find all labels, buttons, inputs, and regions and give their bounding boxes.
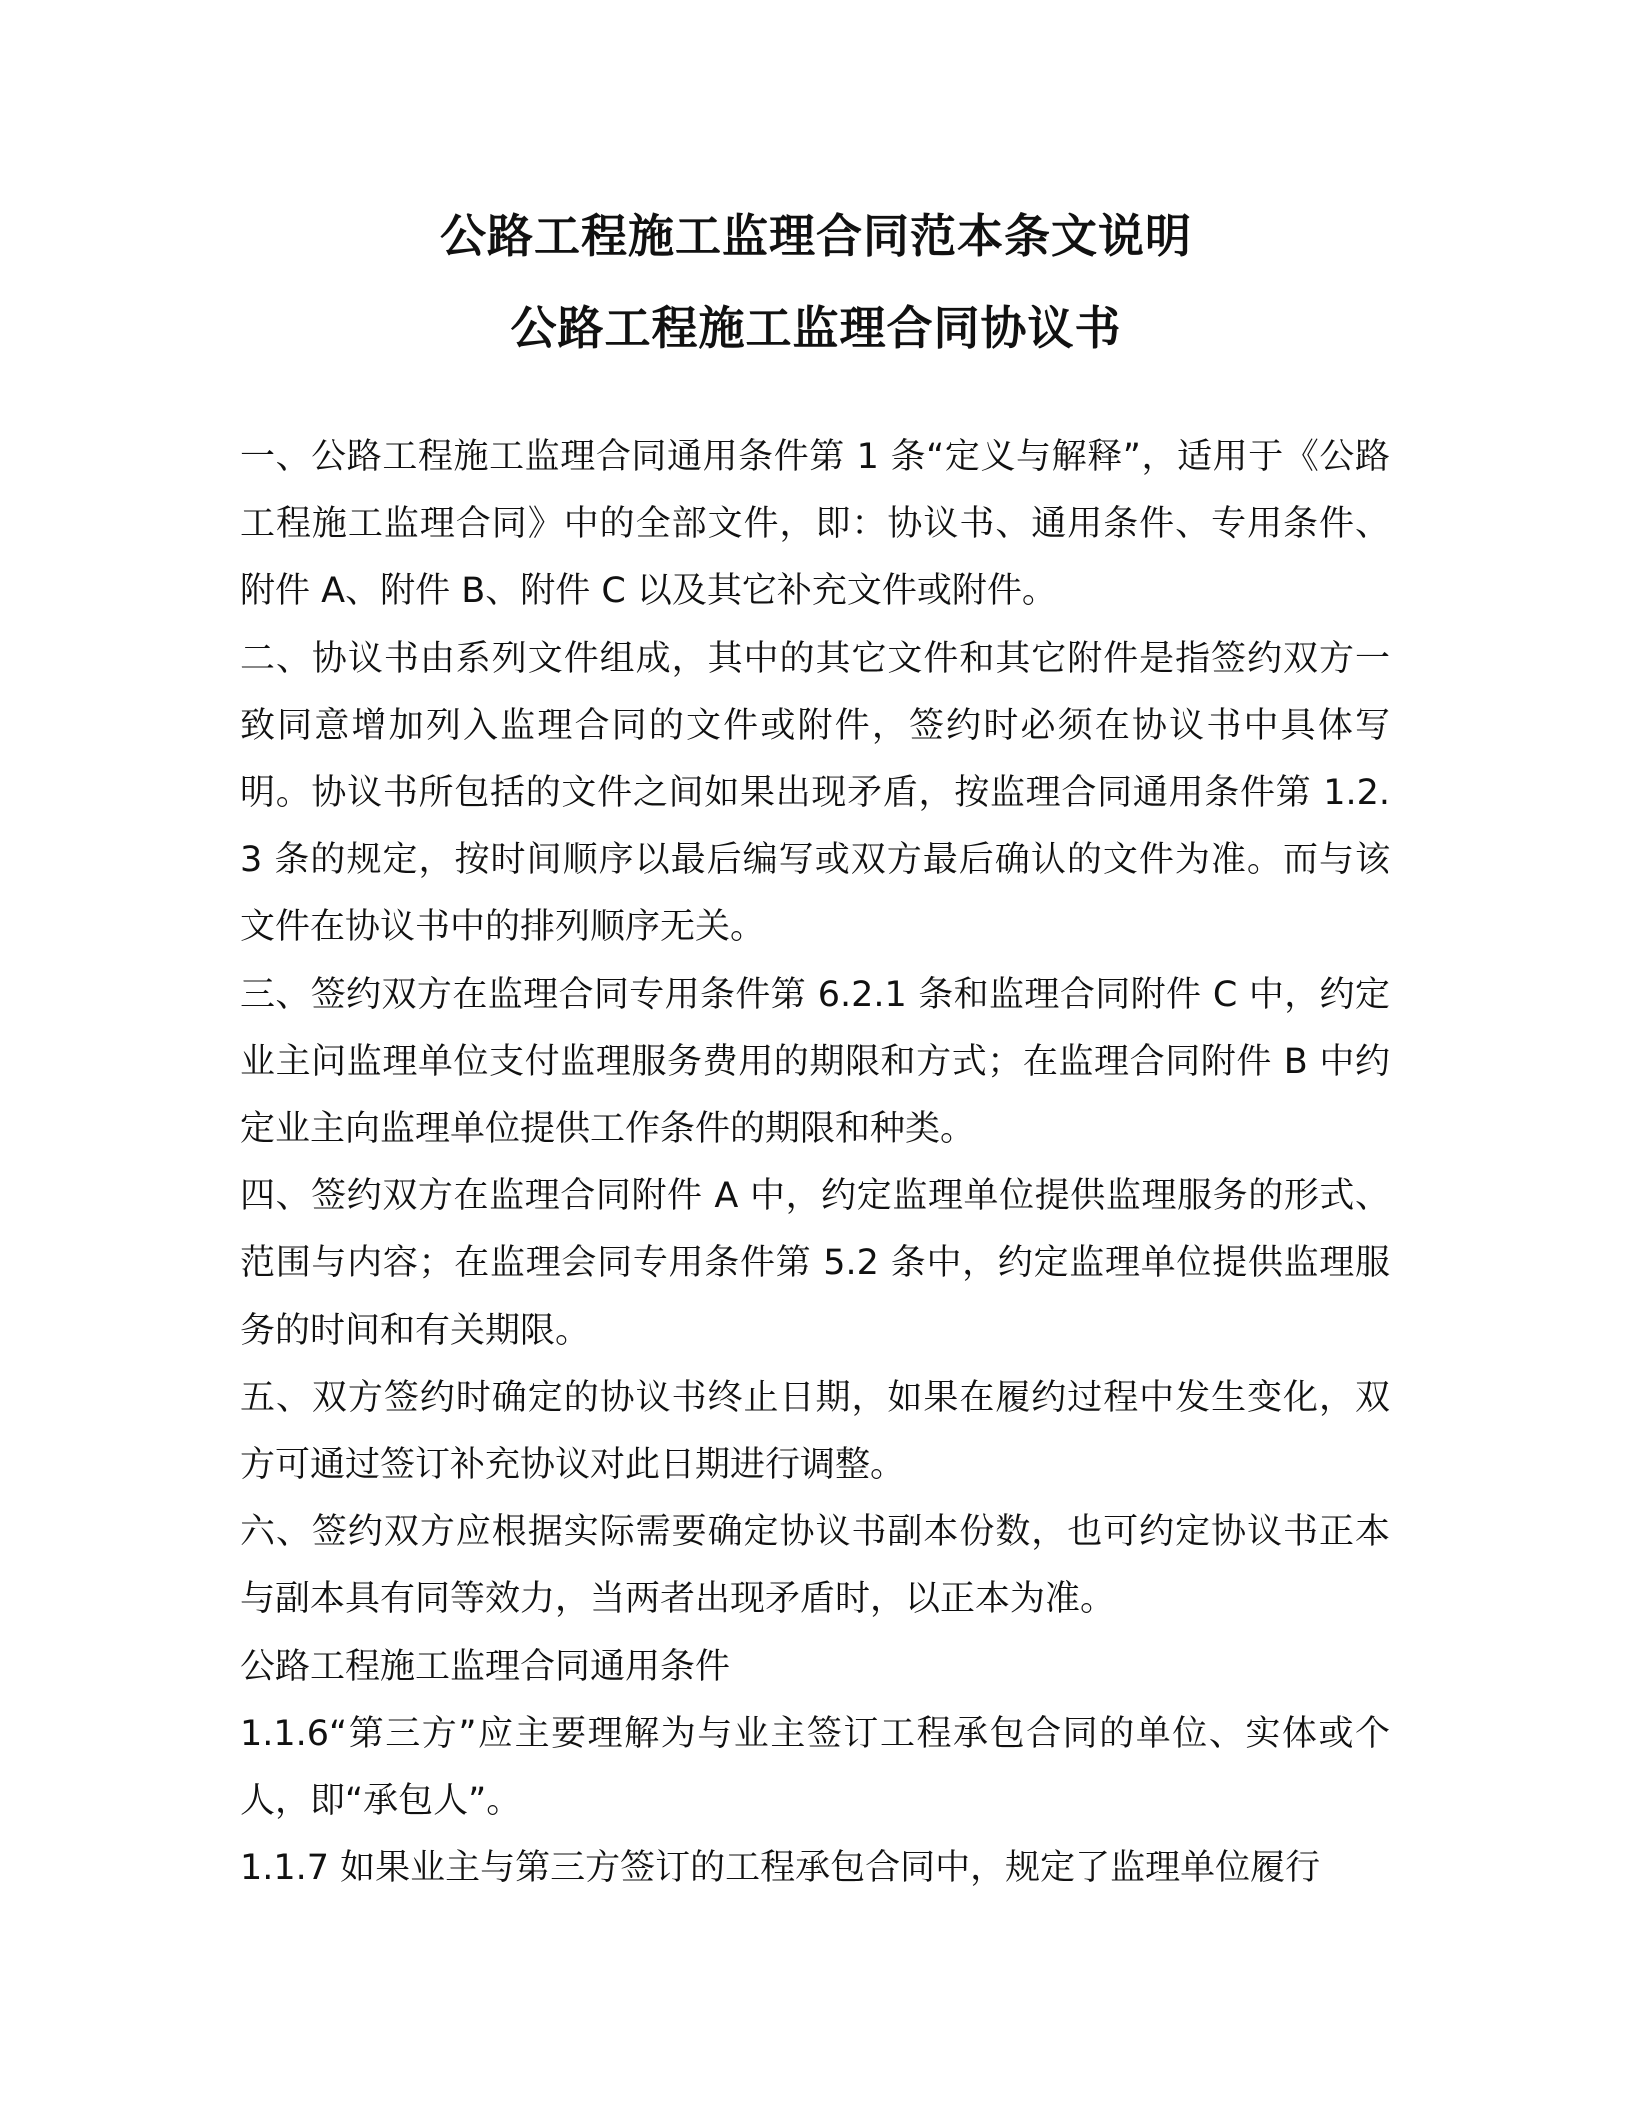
paragraph-3: 三、签约双方在监理合同专用条件第 6.2.1 条和监理合同附件 C 中，约定业主问监理单位支付监理服务费用的期限和方式；在监理合同附件 B 中约定业主向监理单位提供工作条件的期限和种类。 — [240, 974, 1390, 1150]
clause-1-1-7: 1.1.7 如果业主与第三方签订的工程承包合同中，规定了监理单位履行 — [240, 1848, 1321, 1889]
title-block — [0, 190, 1632, 374]
document-subtitle: 公路工程施工监理合同协议书 — [510, 301, 1122, 355]
paragraph-2: 二、协议书由系列文件组成，其中的其它文件和其它附件是指签约双方一致同意增加列入监理合同的文件或附件，签约时必须在协议书中具体写明。协议书所包括的文件之间如果出现矛盾，按监理合同通用条件第 1.2.3 条的规定，按时间顺序以最后编写或双方最后确认的文件为准。而与该文件在协议书中的排列顺序无关。 — [240, 638, 1390, 948]
paragraph-1: 一、公路工程施工监理合同通用条件第 1 条“定义与解释”，适用于《公路工程施工监理合同》中的全部文件，即：协议书、通用条件、专用条件、附件 A、附件 B、附件 C 以及其它补充文件或附件。 — [240, 437, 1390, 612]
paragraph-6: 六、签约双方应根据实际需要确定协议书副本份数，也可约定协议书正本与副本具有同等效力，当两者出现矛盾时，以正本为准。 — [240, 1512, 1390, 1620]
document-title: 公路工程施工监理合同范本条文说明 — [440, 209, 1192, 263]
clause-1-1-6: 1.1.6“第三方”应主要理解为与业主签订工程承包合同的单位、实体或个人，即“承包人”。 — [240, 1713, 1390, 1822]
section-heading: 公路工程施工监理合同通用条件 — [240, 1646, 731, 1687]
document-body — [240, 424, 1390, 1902]
paragraph-4: 四、签约双方在监理合同附件 A 中，约定监理单位提供监理服务的形式、范围与内容；在监理会同专用条件第 5.2 条中，约定监理单位提供监理服务的时间和有关期限。 — [240, 1176, 1390, 1351]
paragraph-5: 五、双方签约时确定的协议书终止日期，如果在履约过程中发生变化，双方可通过签订补充协议对此日期进行调整。 — [240, 1377, 1390, 1486]
